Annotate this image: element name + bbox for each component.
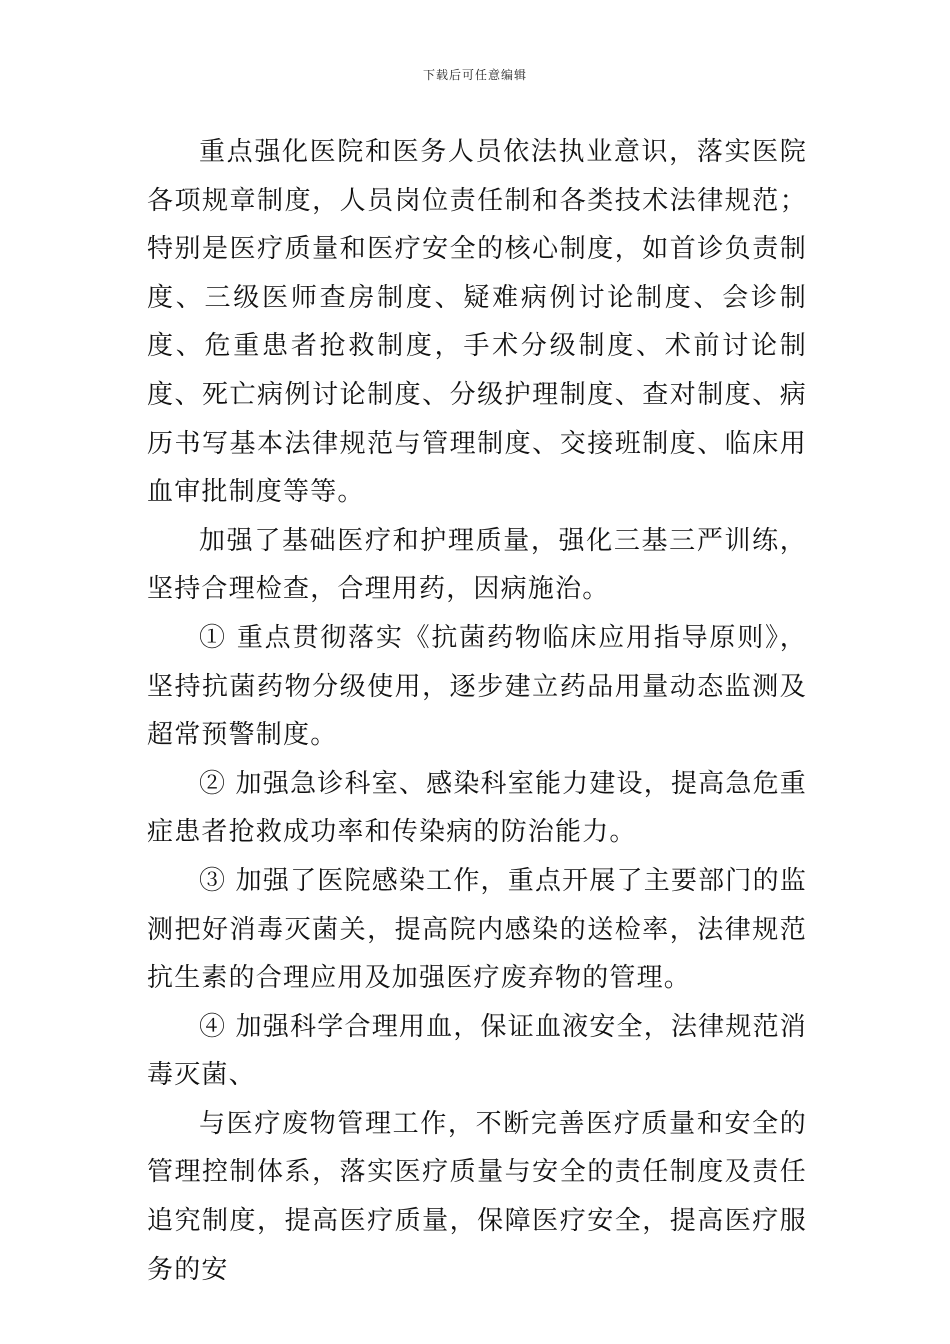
document-body	[147, 128, 807, 1294]
paragraph-item-2-emergency: ② 加强急诊科室、感染科室能力建设，提高急危重症患者抢救成功率和传染病的防治能力。	[147, 768, 807, 848]
paragraph-item-4-blood: ④ 加强科学合理用血，保证血液安全，法律规范消毒灭菌、	[147, 1011, 807, 1091]
paragraph-waste-management: 与医疗废物管理工作，不断完善医疗质量和安全的管理控制体系，落实医疗质量与安全的责任制度及责任追究制度，提高医疗质量，保障医疗安全，提高医疗服务的安	[147, 1108, 807, 1285]
paragraph-item-3-infection: ③ 加强了医院感染工作，重点开展了主要部门的监测把好消毒灭菌关，提高院内感染的送检率，法律规范抗生素的合理应用及加强医疗废弃物的管理。	[147, 865, 807, 994]
page-header: 下载后可任意编辑	[422, 68, 527, 82]
paragraph-core-regulations: 重点强化医院和医务人员依法执业意识，落实医院各项规章制度，人员岗位责任制和各类技术法律规范；特别是医疗质量和医疗安全的核心制度，如首诊负责制度、三级医师查房制度、疑难病例讨论制度、会诊制度、危重患者抢救制度，手术分级制度、术前讨论制度、死亡病例讨论制度、分级护理制度、查对制度、病历书写基本法律规范与管理制度、交接班制度、临床用血审批制度等等。	[147, 137, 807, 508]
paragraph-basic-quality: 加强了基础医疗和护理质量，强化三基三严训练，坚持合理检查，合理用药，因病施治。	[147, 525, 807, 605]
paragraph-item-1-antibiotics: ① 重点贯彻落实《抗菌药物临床应用指导原则》，坚持抗菌药物分级使用，逐步建立药品用量动态监测及超常预警制度。	[147, 622, 807, 751]
